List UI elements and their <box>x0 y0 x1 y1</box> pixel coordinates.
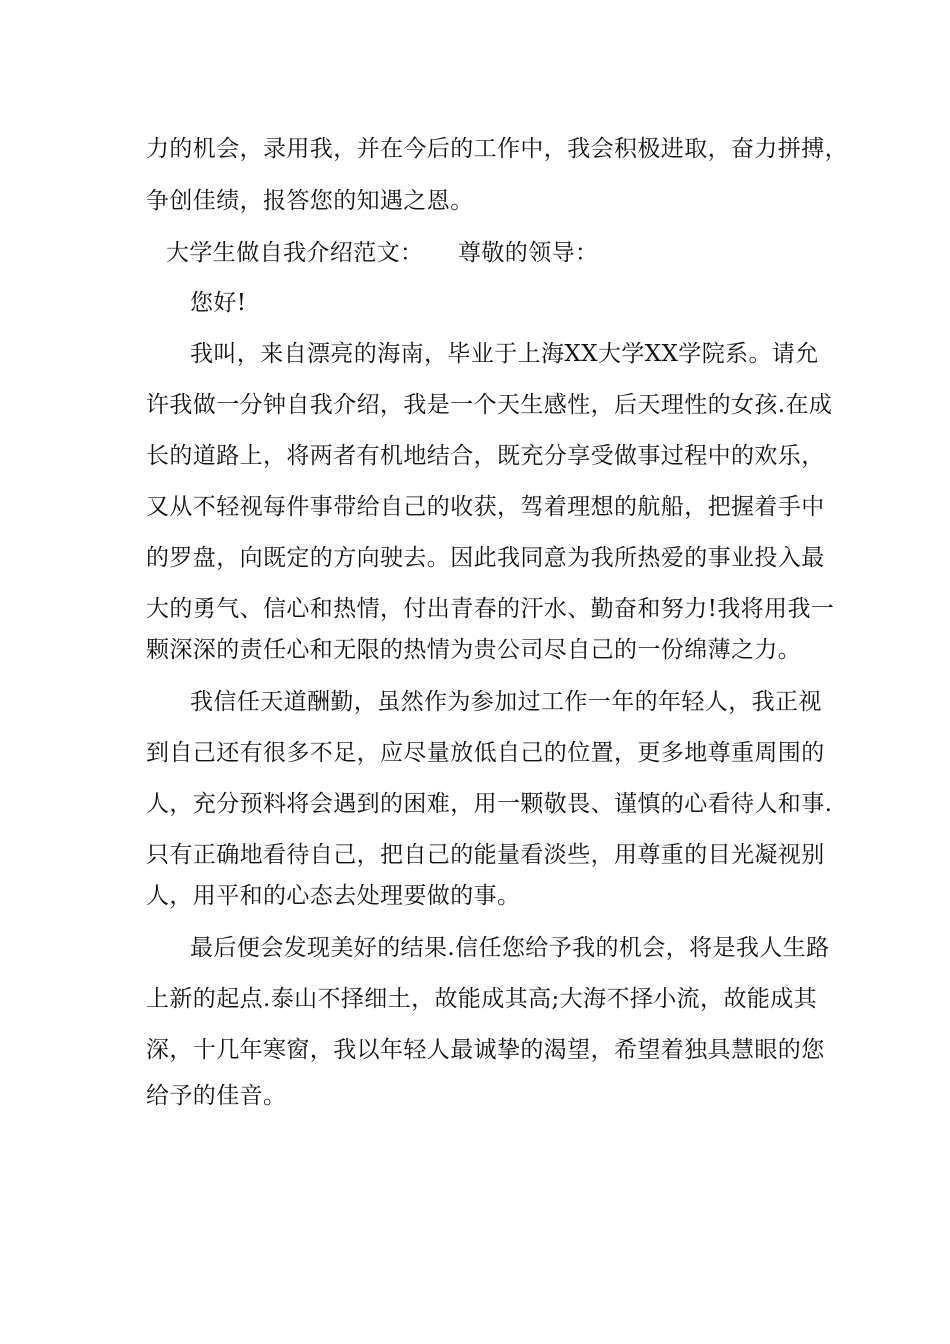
section-title: 大学生做自我介绍范文： <box>166 240 424 266</box>
paragraph-line: 最后便会发现美好的结果.信任您给予我的机会，将是我人生路 <box>190 935 830 961</box>
continuation-line: 力的机会，录用我，并在今后的工作中，我会积极进取，奋力拼搏， <box>146 136 848 162</box>
paragraph-line: 长的道路上，将两者有机地结合，既充分享受做事过程中的欢乐， <box>146 443 825 469</box>
paragraph-line: 又从不轻视每件事带给自己的收获，驾着理想的航船，把握着手中 <box>146 494 825 520</box>
paragraph-line: 大的勇气、信心和热情，付出青春的汗水、勤奋和努力!我将用我一 <box>146 596 835 622</box>
paragraph-line: 我信任天道酬勤，虽然作为参加过工作一年的年轻人，我正视 <box>190 689 822 715</box>
paragraph-line: 许我做一分钟自我介绍，我是一个天生感性，后天理性的女孩.在成 <box>146 392 833 418</box>
continuation-line: 争创佳绩，报答您的知遇之恩。 <box>146 188 474 214</box>
paragraph-line: 只有正确地看待自己，把自己的能量看淡些，用尊重的目光凝视别 <box>146 842 825 868</box>
paragraph-line: 深，十几年寒窗，我以年轻人最诚挚的渴望，希望着独具慧眼的您 <box>146 1037 825 1063</box>
greeting: 您好! <box>190 290 247 316</box>
paragraph-line: 人，充分预料将会遇到的困难，用一颗敬畏、谨慎的心看待人和事. <box>146 791 833 817</box>
paragraph-line: 我叫，来自漂亮的海南，毕业于上海XX大学XX学院系。请允 <box>190 341 819 367</box>
paragraph-line: 颗深深的责任心和无限的热情为贵公司尽自己的一份绵薄之力。 <box>146 637 802 663</box>
paragraph-line: 上新的起点.泰山不择细土，故能成其高;大海不择小流，故能成其 <box>146 986 818 1012</box>
paragraph-line: 人，用平和的心态去处理要做的事。 <box>146 883 521 909</box>
salutation: 尊敬的领导： <box>458 240 599 266</box>
paragraph-line: 的罗盘，向既定的方向驶去。因此我同意为我所热爱的事业投入最 <box>146 545 825 571</box>
paragraph-line: 给予的佳音。 <box>146 1083 287 1109</box>
paragraph-line: 到自己还有很多不足，应尽量放低自己的位置，更多地尊重周围的 <box>146 740 825 766</box>
